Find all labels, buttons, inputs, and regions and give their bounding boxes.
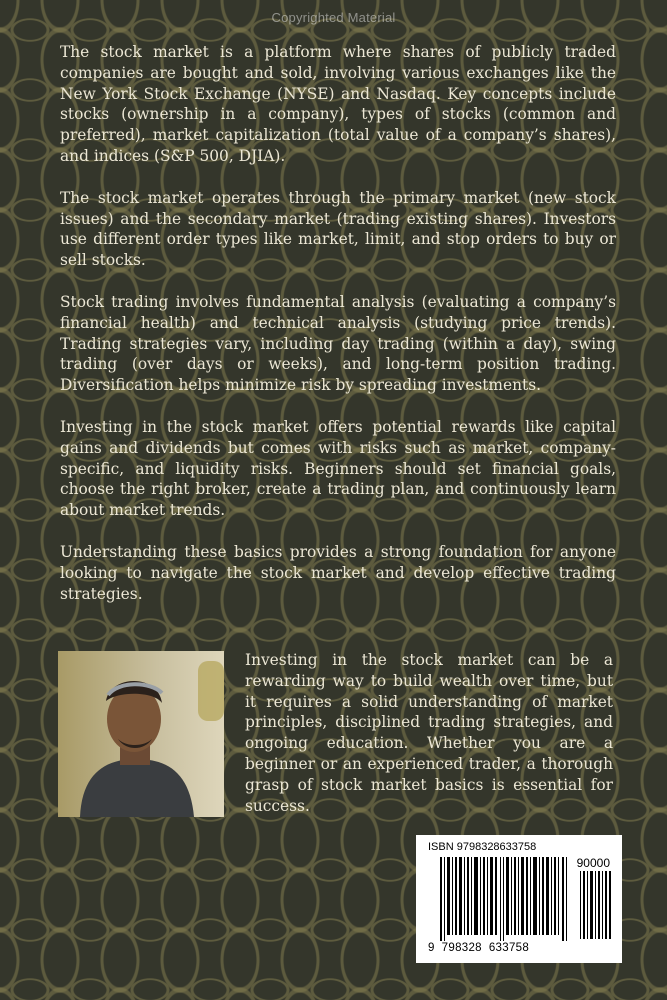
copyright-watermark: Copyrighted Material bbox=[271, 10, 396, 25]
author-blurb: Investing in the stock market can be a rewarding way to build wealth over time, but it requires a solid understanding of market principles, disciplined trading strategies, and ongoing education. Whether you are a beginner or an experienced trader, a thorough grasp of stock market basics is essential for success. bbox=[245, 651, 613, 815]
isbn-digits: 9 798328 633758 bbox=[428, 942, 530, 954]
paragraph-conclusion: Understanding these basics provides a strong foundation for anyone looking to navigate the stock market and develop effective trading strategies. bbox=[60, 542, 616, 603]
price-barcode-bars-icon bbox=[580, 871, 612, 939]
isbn-label: ISBN 9798328633758 bbox=[428, 841, 537, 853]
paragraph-market-operations: The stock market operates through the primary market (new stock issues) and the secondary market (trading existing shares). Investors use different order types like market, limit, and stop orders to buy or sell stocks. bbox=[60, 188, 616, 270]
paragraph-stock-market-intro: The stock market is a platform where shares of publicly traded companies are bought and sold, involving various exchanges like the New York Stock Exchange (NYSE) and Nasdaq. Key concepts include stocks (ownership in a company), types of stocks (common and preferred), market capitalization (total value of a company’s shares), and indices (S&P 500, DJIA). bbox=[60, 43, 616, 165]
author-photo bbox=[58, 651, 224, 817]
back-cover-description bbox=[60, 42, 616, 625]
barcode-bars-icon bbox=[440, 857, 570, 941]
paragraph-rewards-risks: Investing in the stock market offers potential rewards like capital gains and dividends but comes with risks such as market, company-specific, and liquidity risks. Beginners should set financial goals, choose the right broker, create a trading plan, and continuously learn about market trends. bbox=[60, 417, 616, 520]
paragraph-trading-analysis: Stock trading involves fundamental analysis (evaluating a company’s financial health) and technical analysis (studying price trends). Trading strategies vary, including day trading (within a day), swing trading (over days or weeks), and long-term position trading. Diversification helps minimize risk by spreading investments. bbox=[60, 292, 616, 395]
price-code: 90000 bbox=[576, 856, 610, 870]
isbn-barcode bbox=[416, 835, 622, 963]
